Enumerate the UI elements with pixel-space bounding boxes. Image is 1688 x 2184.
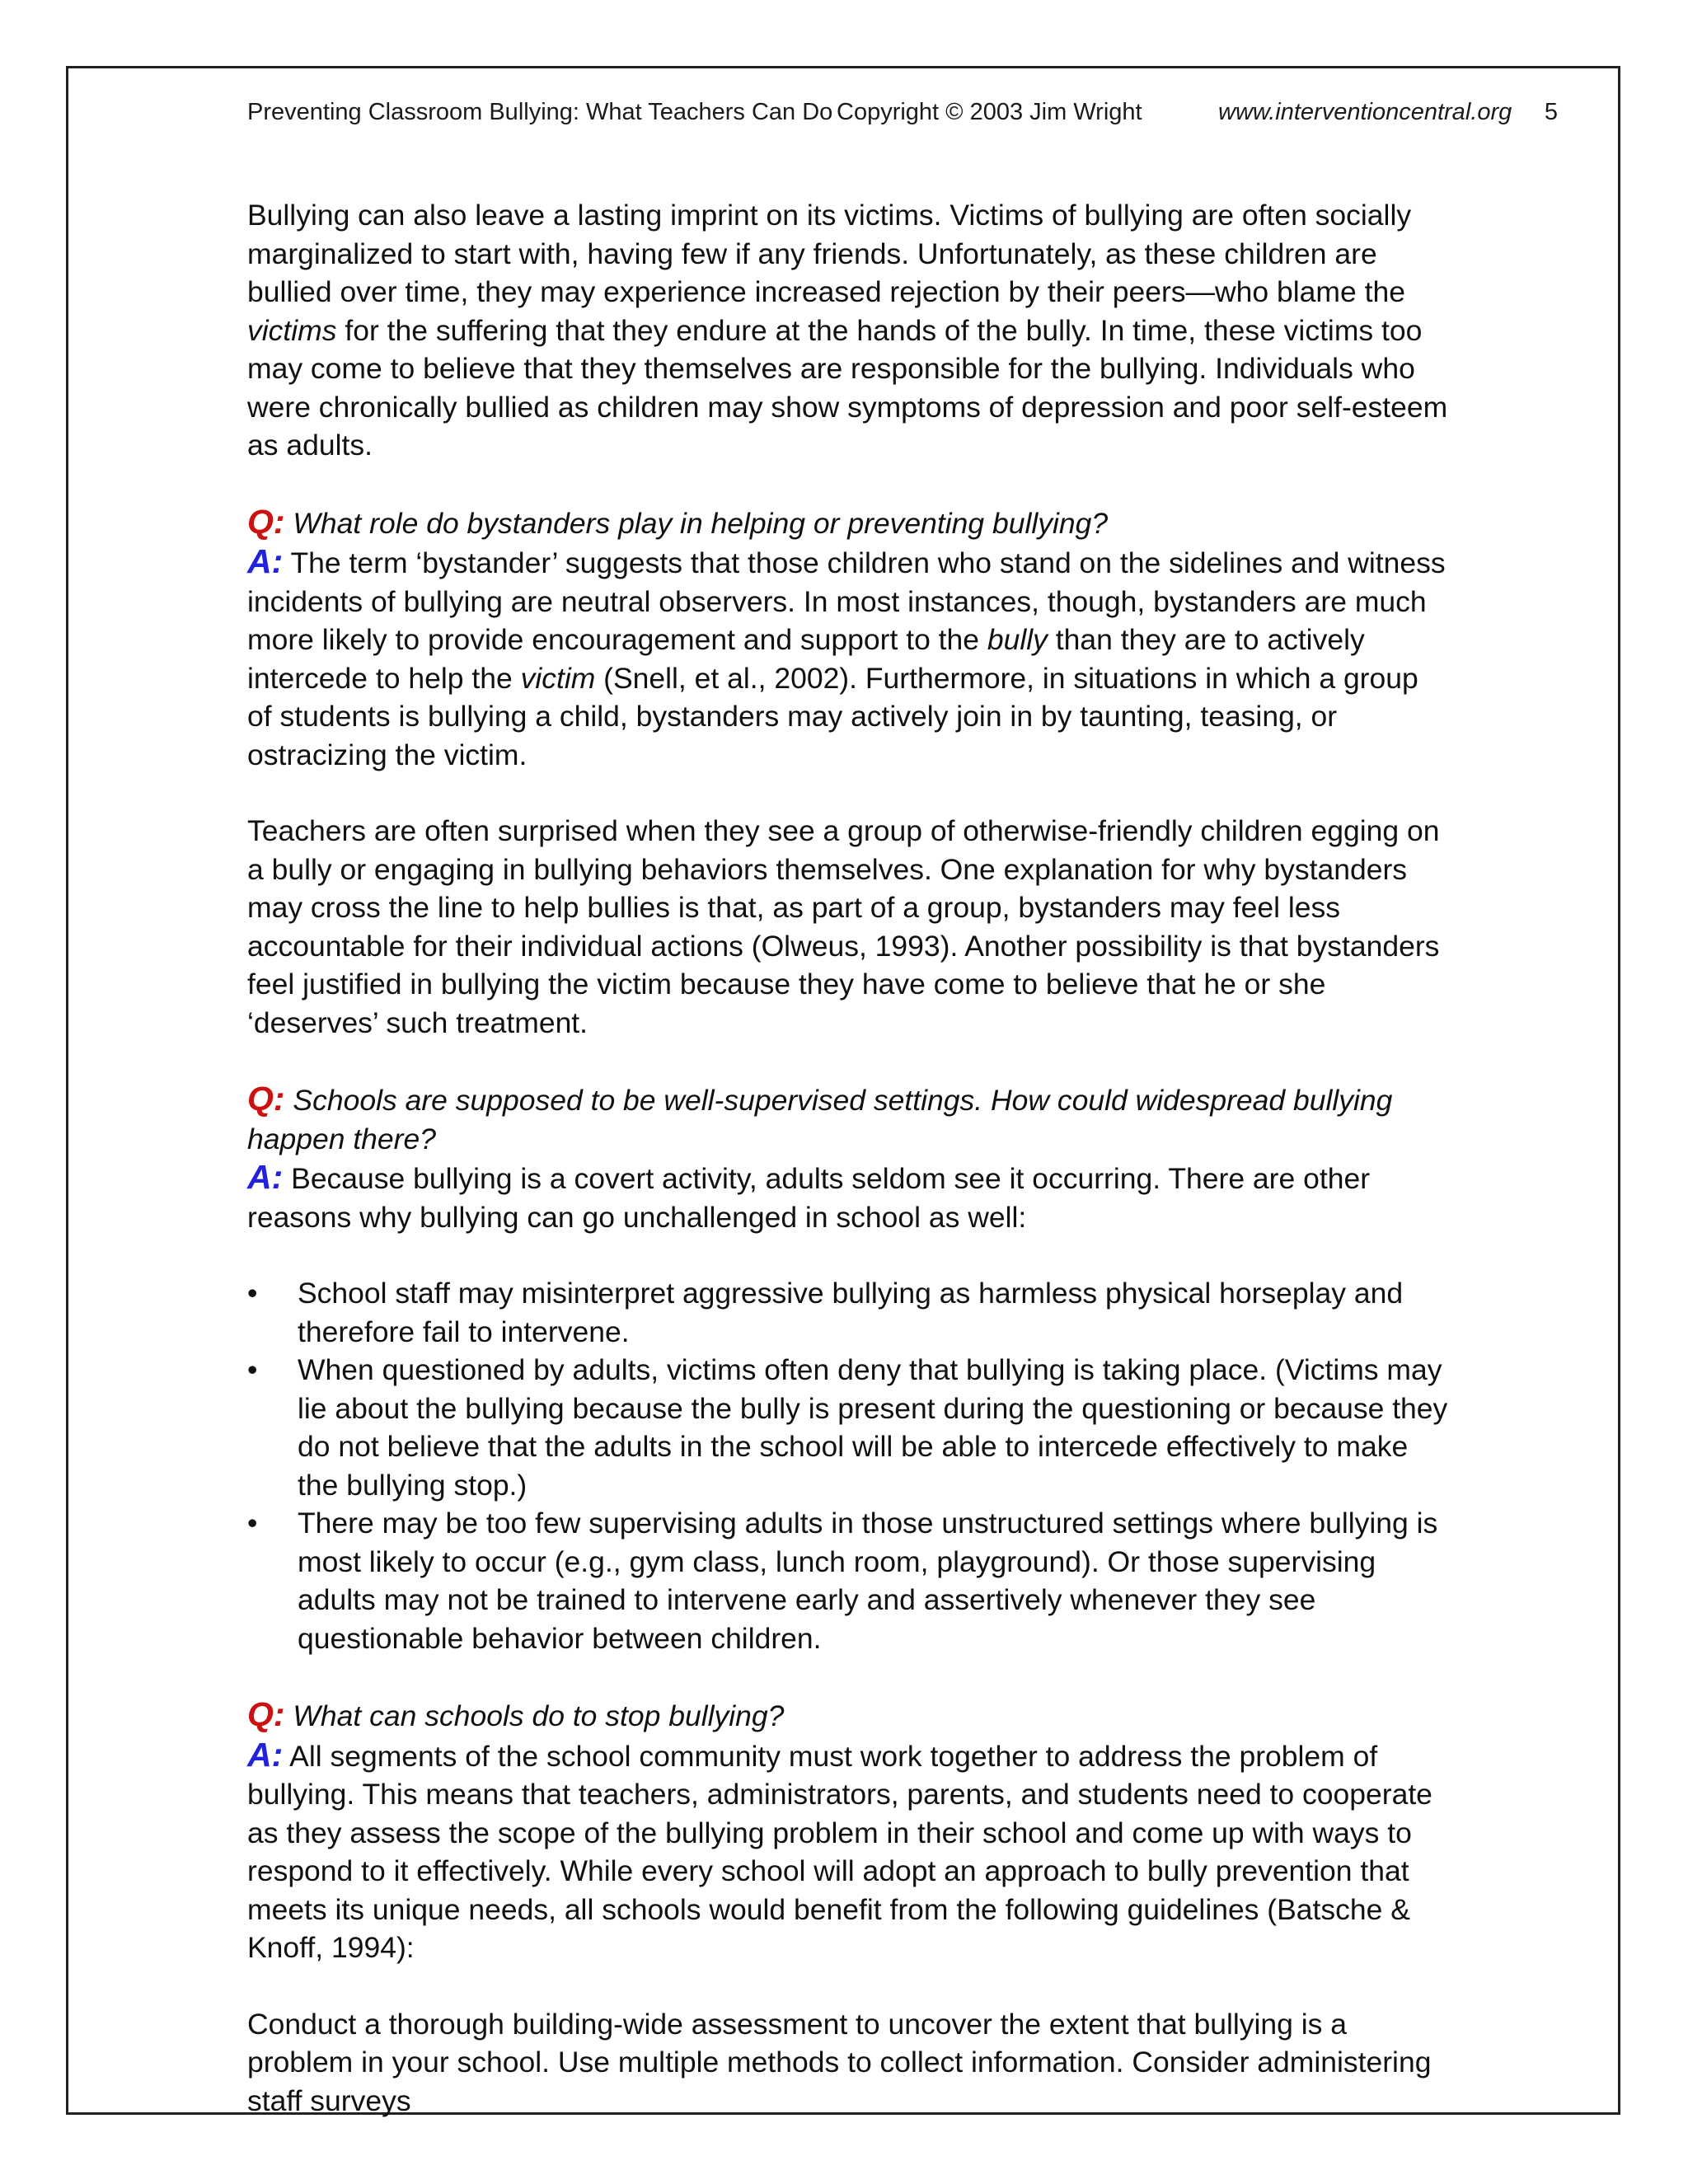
- answer-label: A:: [247, 1158, 284, 1196]
- page-header: [247, 99, 1558, 132]
- spacer: [247, 1236, 1451, 1274]
- header-title: Preventing Classroom Bullying: What Teachers Can Do: [247, 99, 833, 125]
- question-bystanders: Q: What role do bystanders play in helping or preventing bullying?: [247, 502, 1109, 541]
- document-body: [247, 196, 1451, 2120]
- emphasis-bully: bully: [987, 623, 1048, 656]
- list-item: • When questioned by adults, victims often deny that bullying is taking place. (Victims may lie about the bullying because the bully is present during the questioning or because they do not believe that the adults in the school will be able to intercede effectively to make the bullying stop.): [247, 1351, 1451, 1504]
- spacer: [247, 465, 1451, 503]
- answer-stop-bullying: A: All segments of the school community must work together to address the problem of bullying. This means that teachers, administrators, parents, and students need to cooperate as they assess the scope of the bullying problem in their school and come up with ways to respond to it effectively. While every school will adopt an approach to bully prevention that meets its unique needs, all schools would benefit from the following guidelines (Batsche & Knoff, 1994):: [247, 1735, 1432, 1964]
- question-label: Q:: [247, 1695, 285, 1733]
- header-url: www.interventioncentral.org: [1218, 99, 1512, 125]
- answer-label: A:: [247, 542, 284, 580]
- spacer: [247, 1042, 1451, 1080]
- answer-supervised-settings: A: Because bullying is a covert activity, adults seldom see it occurring. There are other reasons why bullying can go unchallenged in school as well:: [247, 1158, 1371, 1234]
- answer-label: A:: [247, 1735, 284, 1774]
- question-supervised-settings: Q: Schools are supposed to be well-supervised settings. How could widespread bullying happen there?: [247, 1080, 1393, 1155]
- reasons-list: [247, 1274, 1451, 1657]
- question-stop-bullying: Q: What can schools do to stop bullying?: [247, 1695, 785, 1733]
- page-number: 5: [1544, 99, 1558, 125]
- question-label: Q:: [247, 502, 285, 541]
- paragraph-assessment: Conduct a thorough building-wide assessment to uncover the extent that bullying is a problem in your school. Use multiple methods to collect information. Consider administering staff surveys: [247, 2007, 1432, 2117]
- list-item: • There may be too few supervising adults in those unstructured settings where bullying is most likely to occur (e.g., gym class, lunch room, playground). Or those supervising adults may not be trained to intervene early and assertively whenever they see questionable behavior between children.: [247, 1504, 1451, 1657]
- paragraph-teachers-surprised: Teachers are often surprised when they see a group of otherwise-friendly children egging on a bully or engaging in bullying behaviors themselves. One explanation for why bystanders may cross the line to help bullies is that, as part of a group, bystanders may feel less accountable for their individual actions (Olweus, 1993). Another possibility is that bystanders feel justified in bullying the victim because they have come to believe that he or she ‘deserves’ such treatment.: [247, 814, 1440, 1039]
- header-copyright: Copyright © 2003 Jim Wright: [837, 99, 1142, 125]
- bullet-icon: •: [247, 1277, 258, 1310]
- spacer: [247, 774, 1451, 812]
- bullet-icon: •: [247, 1353, 258, 1386]
- bullet-icon: •: [247, 1507, 258, 1540]
- question-label: Q:: [247, 1080, 285, 1118]
- emphasis-victim: victim: [520, 661, 596, 695]
- list-item: • School staff may misinterpret aggressive bullying as harmless physical horseplay and therefore fail to intervene.: [247, 1274, 1451, 1351]
- emphasis-victims: victims: [247, 313, 337, 347]
- paragraph-victims-imprint: Bullying can also leave a lasting imprint on its victims. Victims of bullying are often socially marginalized to start with, having few if any friends. Unfortunately, as these children are bullied over time, they may experience increased rejection by their peers—who blame the victims for the suffering that they endure at the hands of the bully. In time, these victims too may come to believe that they themselves are responsible for the bullying. Individuals who were chronically bullied as children may show symptoms of depression and poor self-esteem as adults.: [247, 199, 1448, 462]
- spacer: [247, 1657, 1451, 1695]
- spacer: [247, 1967, 1451, 2005]
- answer-bystanders: A: The term ‘bystander’ suggests that those children who stand on the sidelines and witness incidents of bullying are neutral observers. In most instances, though, bystanders are much more likely to provide encouragement and support to the bully than they are to actively intercede to help the victim (Snell, et al., 2002). Furthermore, in situations in which a group of students is bullying a child, bystanders may actively join in by taunting, teasing, or ostracizing the victim.: [247, 542, 1446, 771]
